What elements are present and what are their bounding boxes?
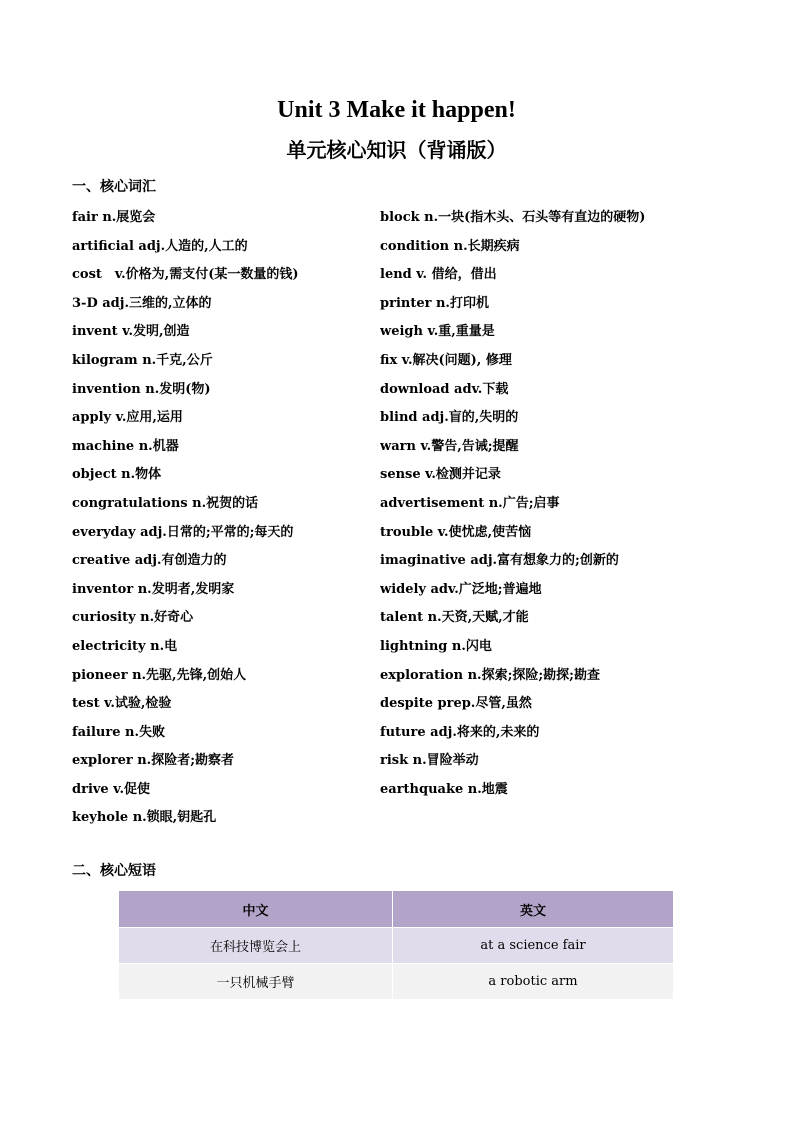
vocab-item: lightning n.闪电 [380,638,492,654]
vocab-item: blind adj.盲的,失明的 [380,410,519,426]
vocab-item: widely adv.广泛地;普遍地 [380,581,542,597]
vocab-item: weigh v.重,重量是 [380,324,495,340]
phrase-table [119,891,674,999]
vocab-item: congratulations n.祝贺的话 [72,495,259,511]
vocab-item: imaginative adj.富有想象力的;创新的 [380,553,619,569]
vocab-item: explorer n.探险者;勘察者 [72,753,234,769]
vocab-item: 3-D adj.三维的,立体的 [72,295,212,311]
vocab-item: fair n.展览会 [72,210,156,225]
vocab-item: invent v.发明,创造 [72,324,190,340]
vocab-item: inventor n.发明者,发明家 [72,581,235,597]
vocab-item: printer n.打印机 [380,295,489,311]
vocab-item: download adv.下载 [380,381,509,397]
vocab-item: drive v.促使 [72,781,151,797]
section-heading-vocabulary: 一、核心词汇 [72,179,156,195]
phrase-english: at a science fair [393,928,674,964]
vocab-item: curiosity n.好奇心 [72,610,194,626]
vocab-item: exploration n.探索;探险;勘探;勘查 [380,667,600,683]
section-heading-phrases: 二、核心短语 [72,863,156,879]
table-header-row [119,891,674,928]
vocab-item: electricity n.电 [72,638,178,654]
vocab-item: risk n.冒险举动 [380,753,479,769]
vocab-item: despite prep.尽管,虽然 [380,696,532,712]
vocab-item: invention n.发明(物) [72,381,211,397]
vocab-item: condition n.长期疾病 [380,238,520,254]
column-header-chinese: 中文 [119,891,393,928]
vocab-item: future adj.将来的,未来的 [380,724,540,740]
table-row [119,928,674,964]
vocab-item: kilogram n.千克,公斤 [72,352,213,368]
vocab-item: creative adj.有创造力的 [72,553,227,569]
vocab-item: earthquake n.地震 [380,781,508,797]
vocab-item: object n.物体 [72,467,162,483]
vocab-item: lend v. 借给，借出 [380,267,497,283]
vocab-item: pioneer n.先驱,先锋,创始人 [72,667,247,683]
vocab-item: everyday adj.日常的;平常的;每天的 [72,524,294,540]
vocab-item: keyhole n.锁眼,钥匙孔 [72,810,217,826]
table-row [119,964,674,1000]
phrase-chinese: 一只机械手臂 [119,964,393,1000]
column-header-english: 英文 [393,891,674,928]
vocabulary-list [72,207,732,836]
document-subtitle: 单元核心知识（背诵版） [286,138,507,162]
vocab-item: artificial adj.人造的,人工的 [72,238,248,254]
phrase-chinese: 在科技博览会上 [119,928,393,964]
vocab-item: cost v.价格为,需支付(某一数量的钱) [72,267,299,283]
phrase-english: a robotic arm [393,964,674,1000]
vocab-item: sense v.检测并记录 [380,467,501,483]
vocab-item: advertisement n.广告;启事 [380,495,560,511]
vocab-item: warn v.警告,告诫;提醒 [380,438,519,454]
vocab-item: test v.试验,检验 [72,696,172,712]
vocab-item: apply v.应用,运用 [72,410,183,426]
vocab-item: failure n.失败 [72,724,165,740]
vocab-item: machine n.机器 [72,438,179,454]
vocab-item: trouble v.使忧虑,使苦恼 [380,524,532,540]
vocab-item: block n.一块(指木头、石头等有直边的硬物) [380,210,646,225]
vocab-item: fix v.解决(问题), 修理 [380,352,512,368]
vocab-item: talent n.天资,天赋,才能 [380,610,529,626]
document-title: Unit 3 Make it happen! [277,97,516,123]
